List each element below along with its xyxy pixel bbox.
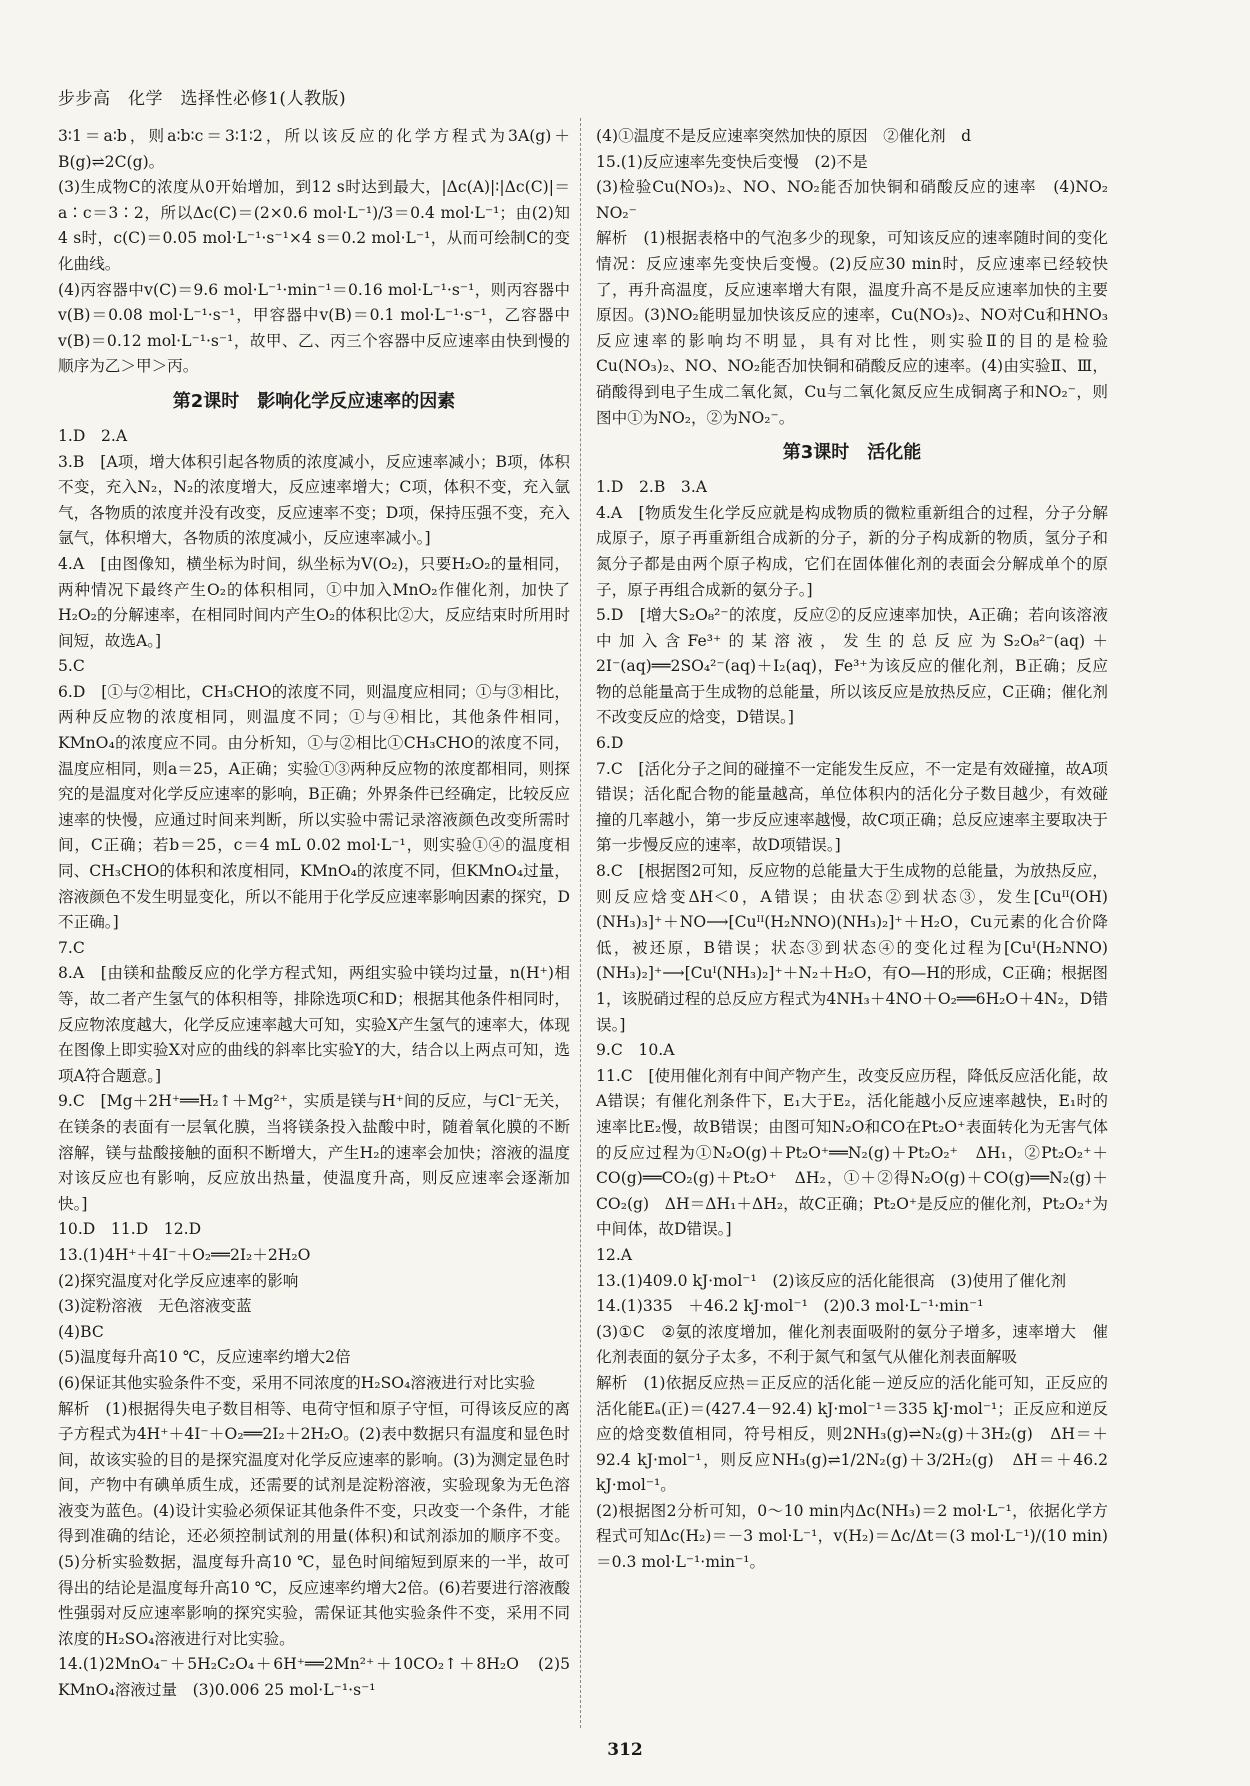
answer-item: 14.(1)335 ＋46.2 kJ·mol⁻¹ (2)0.3 mol·L⁻¹·min⁻¹ (596, 1297, 984, 1316)
answer-item: (5)温度每升高10 ℃，反应速率约增大2倍 (58, 1348, 351, 1367)
paragraph: (3)检验Cu(NO₃)₂、NO、NO₂能否加快铜和硝酸反应的速率 (4)NO₂ NO₂⁻ (596, 178, 1124, 222)
answer-item: 14.(1)2MnO₄⁻＋5H₂C₂O₄＋6H⁺══2Mn²⁺＋10CO₂↑＋8H₂O (2)5 KMnO₄溶液过量 (3)0.006 25 mol·L⁻¹·s⁻¹ (58, 1655, 586, 1700)
answer-item: (3)淀粉溶液 无色溶液变蓝 (58, 1297, 252, 1316)
section-title: 第2课时 影响化学反应速率的因素 (172, 390, 456, 412)
left-column (58, 124, 586, 1704)
answer-item: 解析 (1)根据得失电子数目相等、电荷守恒和原子守恒，可得该反应的离子方程式为4H⁺＋4I⁻＋O₂══2I₂＋2H₂O。(2)表中数据只有温度和显色时间，故该实验的目的是探究温度对化学反应速率的影响。(3)为测定显色时间，产物中有碘单质生成，还需要的试剂是淀粉溶液，实验现象为无色溶液变为蓝色。(4)设计实验必须保证其他条件不变，只改变一个条件，才能得到准确的结论，还必须控制试剂的用量(体积)和试剂添加的顺序不变。(5)分析实验数据，温度每升高10 ℃，显色时间缩短到原来的一半，故可得出的结论是温度每升高10 ℃，反应速率约增大2倍。(6)若要进行溶液酸性强弱对反应速率影响的探究实验，需保证其他实验条件不变，采用不同浓度的H₂SO₄溶液进行对比实验。 (58, 1399, 570, 1648)
answer-item: 9.C 10.A (596, 1041, 675, 1060)
answer-item: 10.D 11.D 12.D (58, 1220, 202, 1239)
answer-item: 11.C [使用催化剂有中间产物产生，改变反应历程，降低反应活化能，故A错误；有催化剂条件下，E₁大于E₂，活化能越小反应速率越快，E₁时的速率比E₂慢，故B错误；由图可知N₂O和CO在Pt₂O⁺表面转化为无害气体的反应过程为①N₂O(g)＋Pt₂O⁺══N₂(g)＋Pt₂O₂⁺ ΔH₁，②Pt₂O₂⁺＋CO(g)══CO₂(g)＋Pt₂O⁺ ΔH₂，①＋②得N₂O(g)＋CO(g)══N₂(g)＋CO₂(g) ΔH＝ΔH₁＋ΔH₂，故C正确；Pt₂O⁺是反应的催化剂，Pt₂O₂⁺为中间体，故D错误。] (596, 1066, 1108, 1239)
paragraph: (4)①温度不是反应速率突然加快的原因 ②催化剂 d (596, 127, 972, 145)
answer-item: 解析 (1)依据反应热＝正反应的活化能－逆反应的活化能可知，正反应的活化能Eₐ(正)＝(427.4－92.4) kJ·mol⁻¹＝335 kJ·mol⁻¹；正反应和逆反应的焓变数值相同，符号相反，则2NH₃(g)⇌N₂(g)＋3H₂(g) ΔH＝＋92.4 kJ·mol⁻¹，则反应NH₃(g)⇌1/2N₂(g)＋3/2H₂(g) ΔH＝＋46.2 kJ·mol⁻¹。 (596, 1373, 1108, 1495)
answer-item: 7.C (58, 938, 85, 957)
answer-item: 8.C [根据图2可知，反应物的总能量大于生成物的总能量，为放热反应，则反应焓变ΔH＜0，A错误；由状态②到状态③，发生[Cuᴵᴵ(OH)(NH₃)₃]⁺＋NO⟶[Cuᴵᴵ(H₂NNO)(NH₃)₂]⁺＋H₂O，Cu元素的化合价降低，被还原，B错误；状态③到状态④的变化过程为[Cuᴵ(H₂NNO)(NH₃)₂]⁺⟶[Cuᴵ(NH₃)₂]⁺＋N₂＋H₂O，有O—H的形成，C正确；根据图1，该脱硝过程的总反应方程式为4NH₃＋4NO＋O₂══6H₂O＋4N₂，D错误。] (596, 862, 1108, 1034)
paragraph: (3)生成物C的浓度从0开始增加，到12 s时达到最大，|Δc(A)|∶|Δc(C)|＝a∶c＝3∶2，所以Δc(C)＝(2×0.6 mol·L⁻¹)/3＝0.4 mol·L⁻¹；由(2)知4 s时，c(C)＝0.05 mol·L⁻¹·s⁻¹×4 s＝0.2 mol·L⁻¹，从而可绘制C的变化曲线。 (58, 178, 570, 273)
answer-item: (2)根据图2分析可知，0～10 min内Δc(NH₃)＝2 mol·L⁻¹，依据化学方程式可知Δc(H₂)＝－3 mol·L⁻¹，v(H₂)＝Δc/Δt＝(3 mol·L⁻¹)/(10 min)＝0.3 mol·L⁻¹·min⁻¹。 (596, 1501, 1108, 1572)
paragraph: 3∶1＝a∶b，则a∶b∶c＝3∶1∶2，所以该反应的化学方程式为3A(g)＋B(g)⇌2C(g)。 (58, 127, 570, 171)
answer-item: 5.C (58, 657, 85, 676)
answer-item: (3)①C ②氨的浓度增加，催化剂表面吸附的氨分子增多，速率增大 催化剂表面的氨分子太多，不利于氮气和氢气从催化剂表面解吸 (596, 1322, 1108, 1367)
answer-item: 4.A [由图像知，横坐标为时间，纵坐标为V(O₂)，只要H₂O₂的量相同，两种情况下最终产生O₂的体积相同，①中加入MnO₂作催化剂，加快了H₂O₂的分解速率，在相同时间内产生O₂的体积比②大，反应结束时所用时间短，故选A。] (58, 554, 570, 650)
answer-item: 3.B [A项，增大体积引起各物质的浓度减小，反应速率减小；B项，体积不变，充入N₂，N₂的浓度增大，反应速率增大；C项，体积不变，充入氩气，各物质的浓度并没有改变，反应速率不变；D项，保持压强不变，充入氩气，体积增大，各物质的浓度减小，反应速率减小。] (58, 452, 570, 548)
answer-item: 6.D [①与②相比，CH₃CHO的浓度不同，则温度应相同；①与③相比，两种反应物的浓度相同，则温度不同；①与④相比，其他条件相同，KMnO₄的浓度应不同。由分析知，①与②相比①CH₃CHO的浓度不同，温度应相同，则a＝25，A正确；实验①③两种反应物的浓度都相同，则探究的是温度对化学反应速率的影响，B正确；外界条件已经确定，比较反应速率的快慢，应通过时间来判断，所以实验中需记录溶液颜色改变所需时间，C正确；若b＝25，c＝4 mL 0.02 mol·L⁻¹，则实验①④的温度相同、CH₃CHO的体积和浓度相同，KMnO₄的浓度不同，但KMnO₄过量，溶液颜色不发生明显变化，所以不能用于化学反应速率影响因素的探究，D不正确。] (58, 682, 570, 932)
answer-item: 5.D [增大S₂O₈²⁻的浓度，反应②的反应速率加快，A正确；若向该溶液中加入含Fe³⁺的某溶液，发生的总反应为S₂O₈²⁻(aq)＋2I⁻(aq)══2SO₄²⁻(aq)＋I₂(aq)，Fe³⁺为该反应的催化剂，B正确；反应物的总能量高于生成物的总能量，所以该反应是放热反应，C正确；催化剂不改变反应的焓变，D错误。] (596, 606, 1108, 727)
page-number: 312 (607, 1740, 643, 1760)
page-header: 步步高 化学 选择性必修1(人教版) (58, 89, 347, 109)
answer-item: 9.C [Mg＋2H⁺══H₂↑＋Mg²⁺，实质是镁与H⁺间的反应，与Cl⁻无关，在镁条的表面有一层氧化膜，当将镁条投入盐酸中时，随着氧化膜的不断溶解，镁与盐酸接触的面积不断增大，产生H₂的速率会加快；溶液的温度对该反应也有影响，反应放出热量，使温度升高，则反应速率会逐渐加快。] (58, 1092, 570, 1213)
answer-item: 4.A [物质发生化学反应就是构成物质的微粒重新组合的过程，分子分解成原子，原子再重新组合成新的分子，新的分子构成新的物质，氢分子和氮分子都是由两个原子构成，它们在固体催化剂的表面会分解成单个的原子，原子再组合成新的氨分子。] (596, 503, 1108, 599)
column-divider (580, 118, 581, 1728)
answer-item: 1.D 2.B 3.A (596, 478, 708, 497)
answer-item: (2)探究温度对化学反应速率的影响 (58, 1271, 299, 1290)
section-title: 第3课时 活化能 (782, 442, 922, 464)
paragraph: 15.(1)反应速率先变快后变慢 (2)不是 (596, 152, 868, 171)
answer-item: 8.A [由镁和盐酸反应的化学方程式知，两组实验中镁均过量，n(H⁺)相等，故二者产生氢气的体积相等，排除选项C和D；根据其他条件相同时，反应物浓度越大，化学反应速率越大可知，实验X产生氢气的速率大，体现在图像上即实验X对应的曲线的斜率比实验Y的大，结合以上两点可知，选项A符合题意。] (58, 964, 570, 1085)
answer-item: 6.D (596, 734, 624, 753)
answer-item: 13.(1)4H⁺＋4I⁻＋O₂══2I₂＋2H₂O (58, 1245, 311, 1264)
answer-item: (6)保证其他实验条件不变，采用不同浓度的H₂SO₄溶液进行对比实验 (58, 1373, 536, 1392)
answer-item: 1.D 2.A (58, 426, 128, 445)
answer-item: 7.C [活化分子之间的碰撞不一定能发生反应，不一定是有效碰撞，故A项错误；活化配合物的能量越高，单位体积内的活化分子数目越少，有效碰撞的几率越小，第一步反应速率越慢，故C项正确；总反应速率主要取决于第一步慢反应的速率，故D项错误。] (596, 759, 1108, 855)
right-column (596, 124, 1124, 1576)
answer-item: (4)BC (58, 1322, 104, 1341)
paragraph: (4)丙容器中v(C)＝9.6 mol·L⁻¹·min⁻¹＝0.16 mol·L⁻¹·s⁻¹，则丙容器中v(B)＝0.08 mol·L⁻¹·s⁻¹，甲容器中v(B)＝0.1 mol·L⁻¹·s⁻¹，乙容器中v(B)＝0.12 mol·L⁻¹·s⁻¹，故甲、乙、丙三个容器中反应速率由快到慢的顺序为乙＞甲＞丙。 (58, 280, 570, 376)
answer-item: 12.A (596, 1245, 633, 1264)
answer-item: 13.(1)409.0 kJ·mol⁻¹ (2)该反应的活化能很高 (3)使用了催化剂 (596, 1271, 1067, 1290)
paragraph: 解析 (1)根据表格中的气泡多少的现象，可知该反应的速率随时间的变化情况：反应速率先变快后变慢。(2)反应30 min时，反应速率已经较快了，再升高温度，反应速率增大有限，温度升高不是反应速率加快的主要原因。(3)NO₂能明显加快该反应的速率，Cu(NO₃)₂、NO对Cu和HNO₃反应速率的影响均不明显，具有对比性，则实验Ⅱ的目的是检验Cu(NO₃)₂、NO、NO₂能否加快铜和硝酸反应的速率。(4)由实验Ⅱ、Ⅲ，硝酸得到电子生成二氧化氮，Cu与二氧化氮反应生成铜离子和NO₂⁻，则图中①为NO₂，②为NO₂⁻。 (596, 229, 1108, 427)
